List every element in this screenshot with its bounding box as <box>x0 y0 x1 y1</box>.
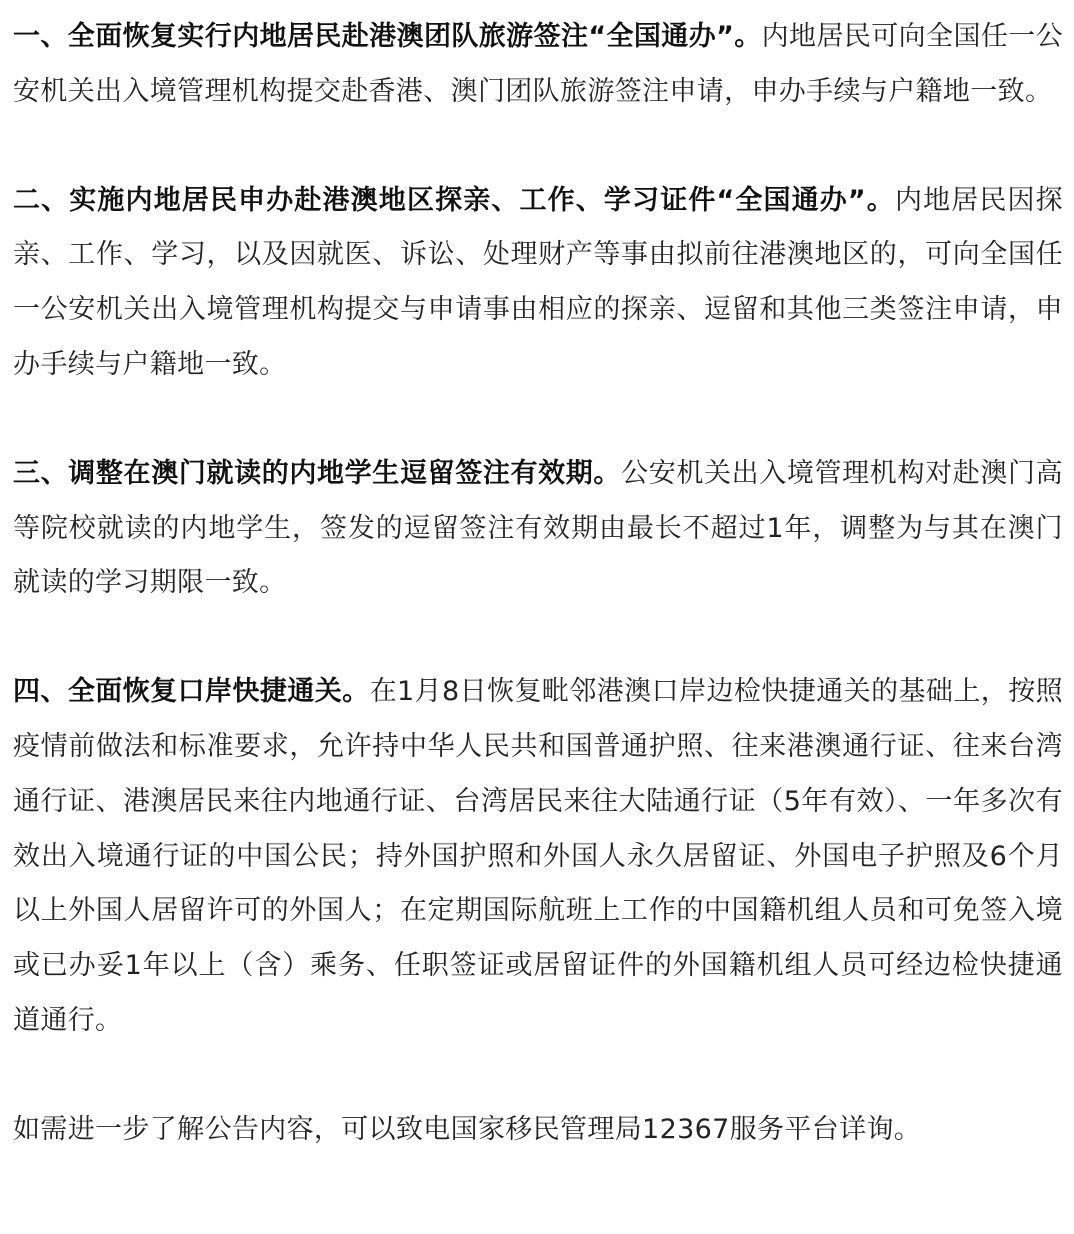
announcement-document <box>13 10 1063 1158</box>
closing-note-body: 如需进一步了解公告内容，可以致电国家移民管理局12367服务平台详询。 <box>13 1113 922 1145</box>
paragraph-4-heading: 四、全面恢复口岸快捷通关。 <box>13 676 370 708</box>
paragraph-3 <box>13 447 1063 611</box>
paragraph-3-body: 公安机关出入境管理机构对赴澳门高等院校就读的内地学生，签发的逗留签注有效期由最长不超过1年，调整为与其在澳门就读的学习期限一致。 <box>13 457 1063 599</box>
paragraph-1 <box>13 10 1063 120</box>
paragraph-2 <box>13 174 1063 393</box>
paragraph-4-body: 在1月8日恢复毗邻港澳口岸边检快捷通关的基础上，按照疫情前做法和标准要求，允许持中华人民共和国普通护照、往来港澳通行证、往来台湾通行证、港澳居民来往内地通行证、台湾居民来往大陆通行证（5年有效）、一年多次有效出入境通行证的中国公民；持外国护照和外国人永久居留证、外国电子护照及6个月以上外国人居留许可的外国人；在定期国际航班上工作的中国籍机组人员和可免签入境或已办妥1年以上（含）乘务、任职签证或居留证件的外国籍机组人员可经边检快捷通道通行。 <box>13 676 1063 1036</box>
closing-note <box>13 1103 1063 1158</box>
paragraph-2-body: 内地居民因探亲、工作、学习，以及因就医、诉讼、处理财产等事由拟前往港澳地区的，可向全国任一公安机关出入境管理机构提交与申请事由相应的探亲、逗留和其他三类签注申请，申办手续与户籍地一致。 <box>13 184 1063 380</box>
paragraph-4 <box>13 665 1063 1049</box>
paragraph-3-heading: 三、调整在澳门就读的内地学生逗留签注有效期。 <box>13 457 622 489</box>
paragraph-1-body: 内地居民可向全国任一公安机关出入境管理机构提交赴香港、澳门团队旅游签注申请，申办手续与户籍地一致。 <box>13 21 1063 107</box>
paragraph-2-heading: 二、实施内地居民申办赴港澳地区探亲、工作、学习证件“全国通办”。 <box>13 184 895 216</box>
paragraph-1-heading: 一、全面恢复实行内地居民赴港澳团队旅游签注“全国通办”。 <box>13 21 762 52</box>
